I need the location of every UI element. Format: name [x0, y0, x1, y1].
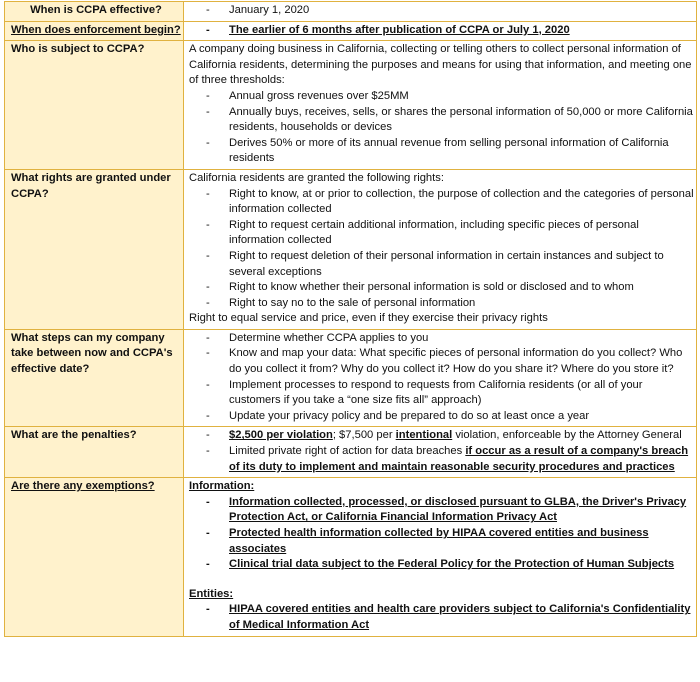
- answer-intro: A company doing business in California, collecting or telling others to collect personal information of California residents, determining the purposes and means for using that information, and meeting one of three thresholds:: [189, 43, 692, 87]
- table-row: [5, 21, 697, 41]
- table-row: [5, 169, 697, 329]
- answer-cell: [184, 478, 697, 636]
- list-item: - Right to request certain additional information, including specific pieces of personal information collected: [189, 218, 694, 249]
- answer-cell: [184, 21, 697, 41]
- list-item: - HIPAA covered entities and health care providers subject to California's Confidentiality of Medical Information Act: [189, 602, 694, 633]
- spacer: [189, 573, 694, 587]
- answer-intro: California residents are granted the following rights:: [189, 171, 444, 184]
- list-item: - Right to request deletion of their personal information in certain instances and subject to several exceptions: [189, 249, 694, 280]
- penalty-intentional: intentional: [395, 429, 453, 442]
- question-cell: [5, 2, 184, 22]
- table-row: [5, 427, 697, 478]
- list-item: - Annual gross revenues over $25MM: [189, 89, 694, 105]
- table-row: [5, 2, 697, 22]
- answer-cell: [184, 2, 697, 22]
- exemption-heading: Entities:: [189, 587, 234, 600]
- answer-cell: [184, 427, 697, 478]
- answer-cell: [184, 169, 697, 329]
- table-row: [5, 41, 697, 170]
- question-text: When does enforcement begin?: [11, 23, 181, 36]
- list-item: - Clinical trial data subject to the Federal Policy for the Protection of Human Subjects: [189, 557, 694, 573]
- question-text: What are the penalties?: [11, 429, 137, 442]
- list-item: - Information collected, processed, or disclosed pursuant to GLBA, the Driver's Privacy Protection Act, or California Financial Information Privacy Act: [189, 495, 694, 526]
- question-cell: [5, 427, 184, 478]
- table-row: [5, 478, 697, 636]
- list-item: - January 1, 2020: [189, 3, 694, 19]
- table-row: [5, 329, 697, 427]
- list-item: [189, 444, 694, 475]
- list-item: [189, 428, 694, 444]
- list-item: - Annually buys, receives, sells, or shares the personal information of 50,000 or more California residents, households or devices: [189, 105, 694, 136]
- penalty-text: ; $7,500 per: [332, 429, 396, 442]
- ccpa-summary-table: [4, 1, 697, 637]
- list-item: - Right to know, at or prior to collection, the purpose of collection and the categories of personal information collected: [189, 187, 694, 218]
- answer-outro: Right to equal service and price, even if they exercise their privacy rights: [189, 312, 548, 325]
- question-text: When is CCPA effective?: [30, 4, 162, 16]
- list-item: - Implement processes to respond to requests from California residents (or all of your customers if you take a “one size fits all” approach): [189, 378, 694, 409]
- penalty-amount: $2,500 per violation: [229, 429, 333, 442]
- list-item: - Know and map your data: What specific pieces of personal information do you collect? Who do you collect it from? Why do you collect it? How do you share it? Where do you store it?: [189, 346, 694, 377]
- question-cell: [5, 41, 184, 170]
- question-text: Are there any exemptions?: [11, 480, 155, 493]
- answer-cell: [184, 329, 697, 427]
- question-text: What steps can my company take between now and CCPA's effective date?: [11, 331, 173, 376]
- list-item: - Right to say no to the sale of personal information: [189, 296, 694, 312]
- question-cell: [5, 169, 184, 329]
- list-item: - Protected health information collected by HIPAA covered entities and business associates: [189, 526, 694, 557]
- list-item: - Determine whether CCPA applies to you: [189, 331, 694, 347]
- list-item: - The earlier of 6 months after publication of CCPA or July 1, 2020: [189, 23, 694, 39]
- question-text: What rights are granted under CCPA?: [11, 171, 171, 200]
- list-item: - Update your privacy policy and be prepared to do so at least once a year: [189, 409, 694, 425]
- penalty-text: violation, enforceable by the Attorney General: [452, 429, 682, 442]
- question-cell: [5, 478, 184, 636]
- exemption-heading: Information:: [189, 480, 255, 493]
- list-item: - Derives 50% or more of its annual revenue from selling personal information of California residents: [189, 136, 694, 167]
- question-cell: [5, 329, 184, 427]
- question-cell: [5, 21, 184, 41]
- penalty-text: Limited private right of action for data breaches: [229, 445, 466, 458]
- answer-cell: [184, 41, 697, 170]
- question-text: Who is subject to CCPA?: [11, 43, 145, 56]
- penalty-condition: if occur as a result of a company's breach of its duty to implement and maintain reasonable security procedures and practices: [229, 445, 689, 473]
- list-item: - Right to know whether their personal information is sold or disclosed and to whom: [189, 280, 694, 296]
